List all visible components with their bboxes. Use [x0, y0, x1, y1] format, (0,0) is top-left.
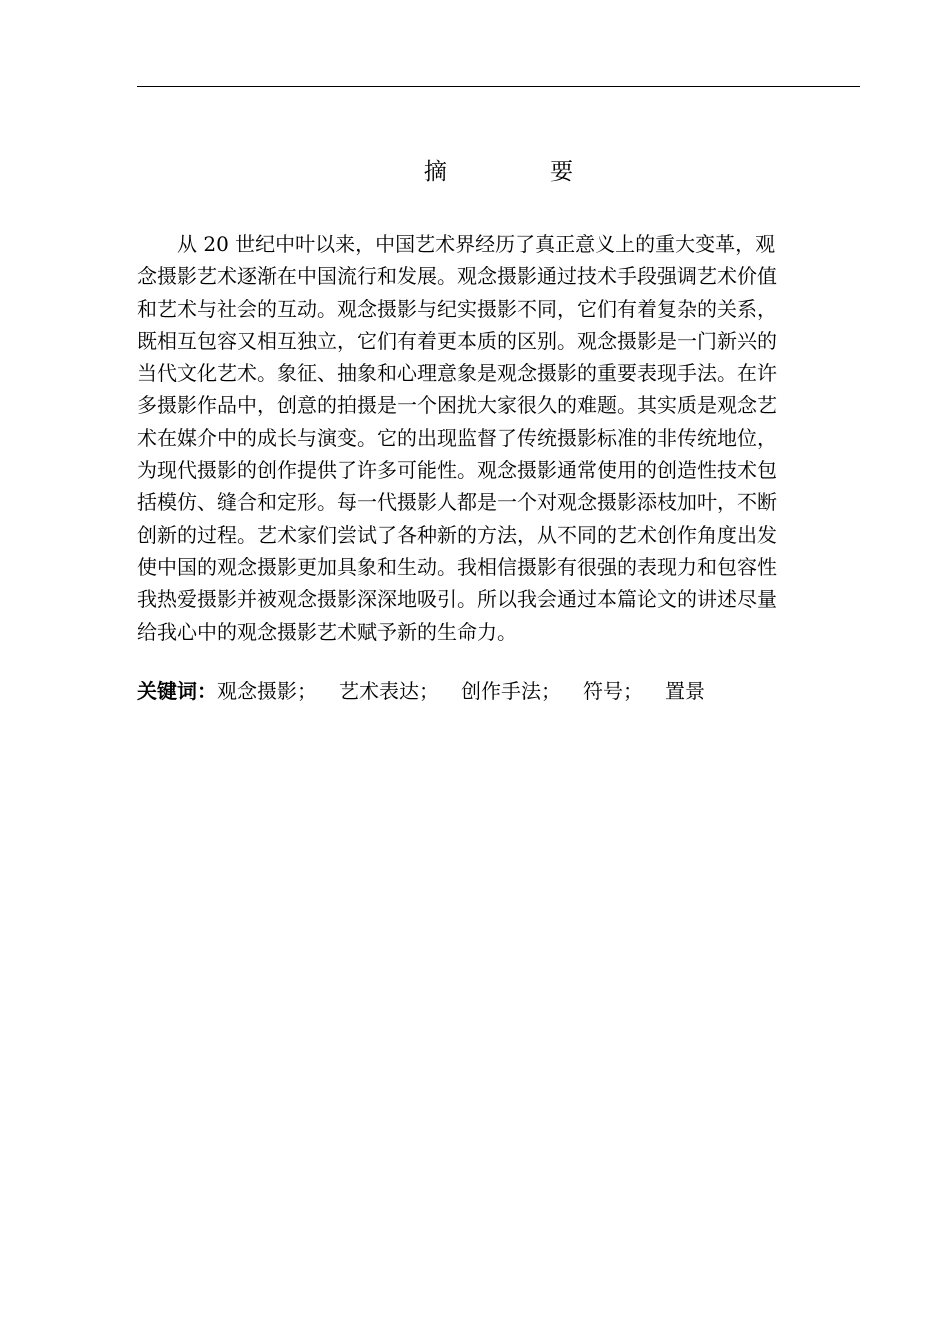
keyword-item: 置景 — [665, 679, 705, 703]
abstract-line: 念摄影艺术逐渐在中国流行和发展。观念摄影通过技术手段强调艺术价值 — [137, 264, 777, 289]
abstract-line: 我热爱摄影并被观念摄影深深地吸引。所以我会通过本篇论文的讲述尽量 — [137, 587, 777, 612]
abstract-line: 使中国的观念摄影更加具象和生动。我相信摄影有很强的表现力和包容性 — [137, 554, 777, 579]
abstract-body — [137, 228, 860, 648]
abstract-line: 术在媒介中的成长与演变。它的出现监督了传统摄影标准的非传统地位， — [137, 425, 777, 450]
abstract-line: 给我心中的观念摄影艺术赋予新的生命力。 — [137, 619, 517, 644]
keywords-line — [137, 676, 860, 706]
abstract-line: 从 20 世纪中叶以来，中国艺术界经历了真正意义上的重大变革，观 — [177, 232, 776, 256]
abstract-line: 多摄影作品中，创意的拍摄是一个困扰大家很久的难题。其实质是观念艺 — [137, 393, 777, 418]
keyword-separator: ； — [419, 679, 439, 703]
abstract-title: 摘 要 — [423, 159, 622, 185]
abstract-line: 括模仿、缝合和定形。每一代摄影人都是一个对观念摄影添枝加叶，不断 — [137, 490, 777, 515]
keyword-separator: ； — [297, 679, 317, 703]
abstract-line: 当代文化艺术。象征、抽象和心理意象是观念摄影的重要表现手法。在许 — [137, 361, 777, 386]
keywords-label: 关键词： — [137, 679, 217, 703]
abstract-line: 和艺术与社会的互动。观念摄影与纪实摄影不同，它们有着复杂的关系， — [137, 296, 777, 321]
abstract-line: 既相互包容又相互独立，它们有着更本质的区别。观念摄影是一门新兴的 — [137, 328, 777, 353]
keyword-separator: ； — [541, 679, 561, 703]
header-rule — [137, 86, 860, 87]
keyword-separator: ； — [623, 679, 643, 703]
keyword-item: 观念摄影 — [217, 679, 297, 703]
keyword-item: 创作手法 — [461, 679, 541, 703]
abstract-line: 为现代摄影的创作提供了许多可能性。观念摄影通常使用的创造性技术包 — [137, 458, 777, 483]
keyword-item: 艺术表达 — [339, 679, 419, 703]
keyword-item: 符号 — [583, 679, 623, 703]
abstract-line: 创新的过程。艺术家们尝试了各种新的方法，从不同的艺术创作角度出发 — [137, 522, 777, 547]
